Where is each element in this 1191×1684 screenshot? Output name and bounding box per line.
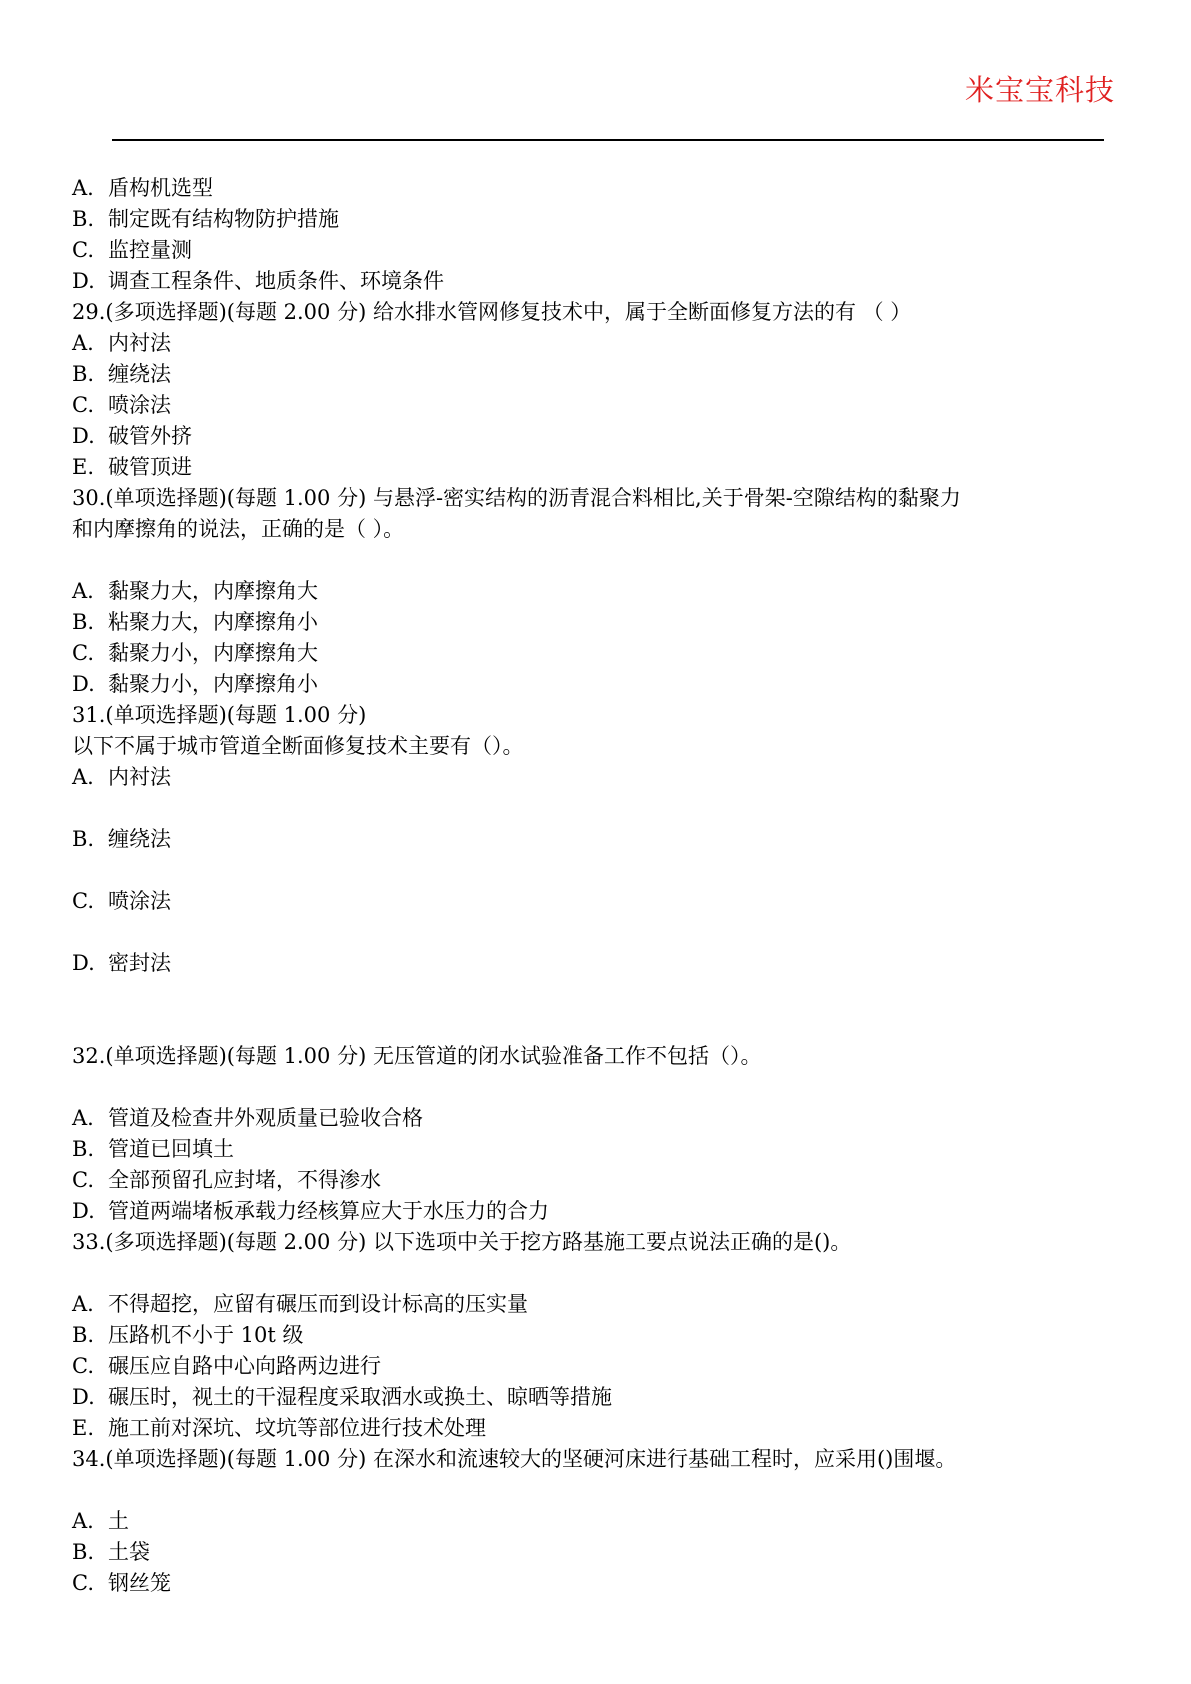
- option-line: B. 压路机不小于 10t 级: [72, 1323, 304, 1347]
- option-line: D. 管道两端堵板承载力经核算应大于水压力的合力: [72, 1199, 549, 1223]
- option-line: B. 缠绕法: [72, 827, 171, 851]
- question-29-stem: 29.(多项选择题)(每题 2.00 分) 给水排水管网修复技术中，属于全断面修复方法的有 （ ）: [72, 300, 912, 324]
- option-line: D. 黏聚力小，内摩擦角小: [72, 672, 318, 696]
- question-32-stem: 32.(单项选择题)(每题 1.00 分) 无压管道的闭水试验准备工作不包括（）。: [72, 1044, 762, 1068]
- option-line: C. 喷涂法: [72, 393, 171, 417]
- brand-watermark: 米宝宝科技: [964, 73, 1115, 107]
- option-line: C. 全部预留孔应封堵，不得渗水: [72, 1168, 381, 1192]
- option-line: B. 土袋: [72, 1540, 150, 1564]
- question-33-stem: 33.(多项选择题)(每题 2.00 分) 以下选项中关于挖方路基施工要点说法正确的是()。: [72, 1230, 852, 1254]
- option-line: E. 施工前对深坑、坟坑等部位进行技术处理: [72, 1416, 486, 1440]
- option-line: D. 碾压时，视土的干湿程度采取洒水或换土、晾晒等措施: [72, 1385, 612, 1409]
- option-line: D. 密封法: [72, 951, 171, 975]
- option-line: A. 土: [72, 1509, 129, 1533]
- option-line: C. 黏聚力小，内摩擦角大: [72, 641, 318, 665]
- option-line: C. 碾压应自路中心向路两边进行: [72, 1354, 381, 1378]
- option-line: B. 粘聚力大，内摩擦角小: [72, 610, 318, 634]
- exam-content: [72, 173, 1122, 1599]
- question-30-stem: 30.(单项选择题)(每题 1.00 分) 与悬浮-密实结构的沥青混合料相比,关于骨架-空隙结构的黏聚力: [72, 486, 961, 510]
- option-line: B. 缠绕法: [72, 362, 171, 386]
- question-30-stem-cont: 和内摩擦角的说法，正确的是（ ）。: [72, 517, 405, 541]
- option-line: B. 管道已回填土: [72, 1137, 234, 1161]
- option-line: A. 盾构机选型: [72, 176, 213, 200]
- option-line: A. 内衬法: [72, 331, 171, 355]
- option-line: B. 制定既有结构物防护措施: [72, 207, 339, 231]
- question-34-stem: 34.(单项选择题)(每题 1.00 分) 在深水和流速较大的坚硬河床进行基础工程时，应采用()围堰。: [72, 1447, 957, 1471]
- option-line: C. 钢丝笼: [72, 1571, 171, 1595]
- option-line: A. 管道及检查井外观质量已验收合格: [72, 1106, 423, 1130]
- option-line: C. 监控量测: [72, 238, 192, 262]
- question-31-stem-cont: 以下不属于城市管道全断面修复技术主要有（）。: [72, 734, 524, 758]
- question-31-stem: 31.(单项选择题)(每题 1.00 分): [72, 703, 367, 727]
- option-line: A. 不得超挖，应留有碾压而到设计标高的压实量: [72, 1292, 528, 1316]
- option-line: A. 内衬法: [72, 765, 171, 789]
- option-line: E. 破管顶进: [72, 455, 192, 479]
- option-line: C. 喷涂法: [72, 889, 171, 913]
- header-divider: [112, 139, 1104, 141]
- option-line: D. 破管外挤: [72, 424, 192, 448]
- option-line: D. 调查工程条件、地质条件、环境条件: [72, 269, 444, 293]
- option-line: A. 黏聚力大，内摩擦角大: [72, 579, 318, 603]
